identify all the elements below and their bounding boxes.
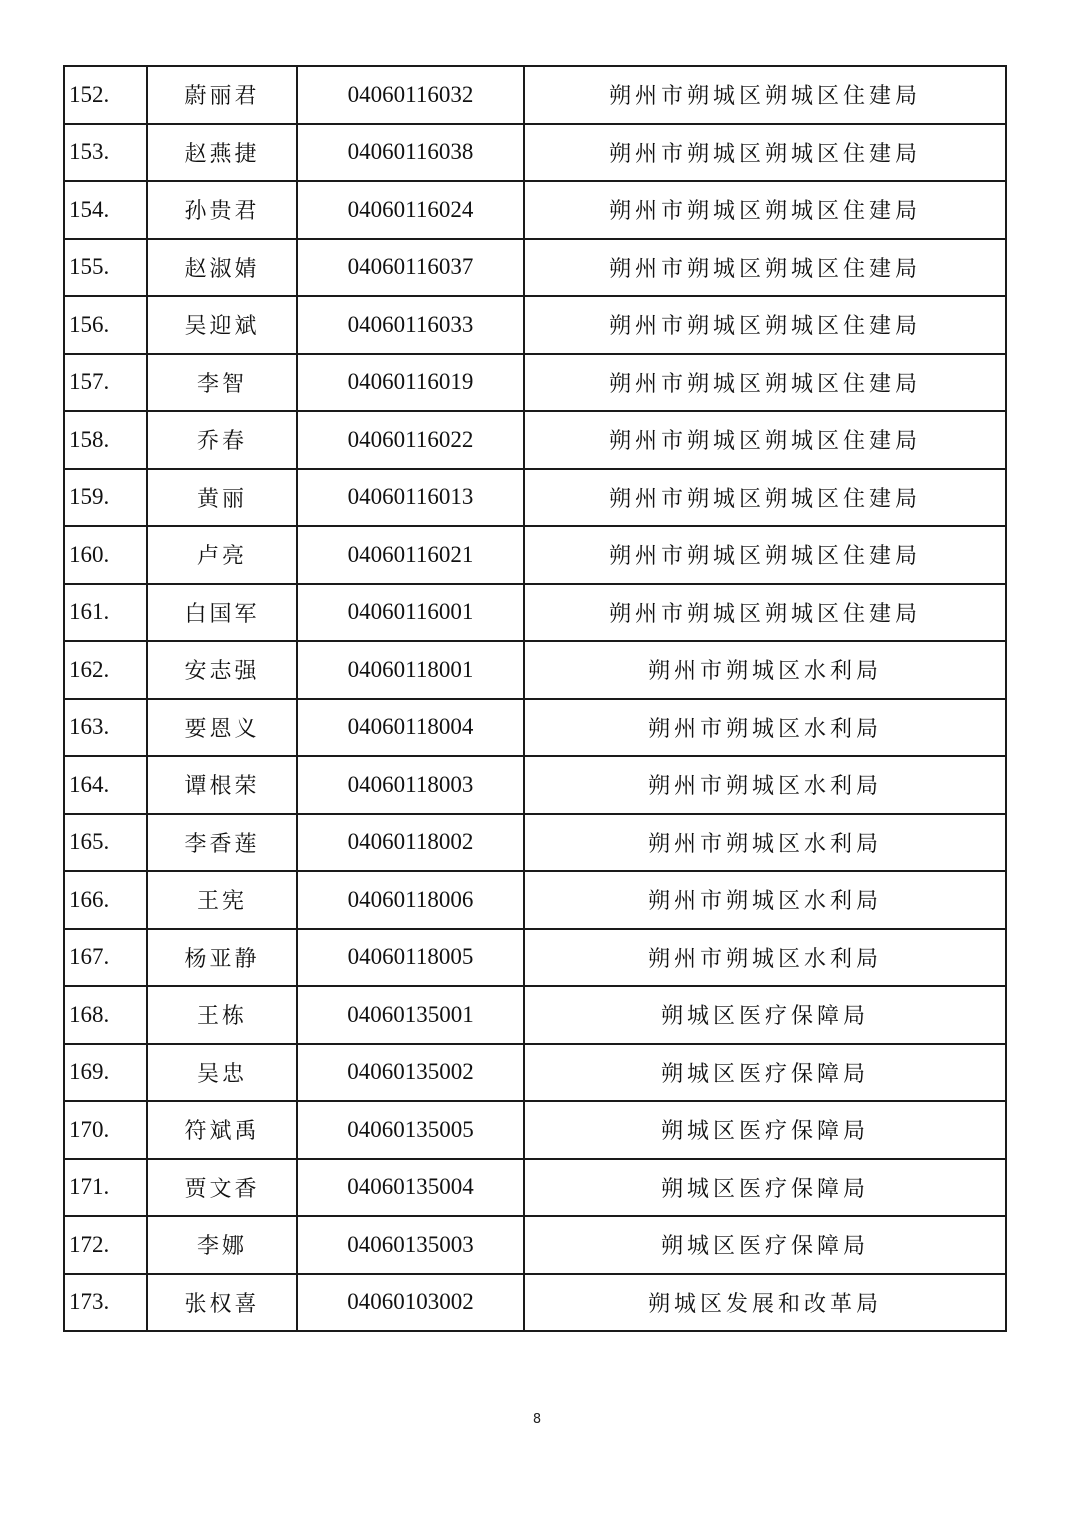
table-row xyxy=(64,814,1006,872)
exam-id-cell: 04060116022 xyxy=(297,411,524,469)
row-number-cell: 155. xyxy=(64,239,147,297)
exam-id-cell: 04060118003 xyxy=(297,756,524,814)
exam-id-cell: 04060118006 xyxy=(297,871,524,929)
table-row xyxy=(64,354,1006,412)
table-row xyxy=(64,1159,1006,1217)
row-number-cell: 153. xyxy=(64,124,147,182)
department-cell: 朔州市朔城区水利局 xyxy=(524,814,1006,872)
table-row xyxy=(64,66,1006,124)
table-row xyxy=(64,1044,1006,1102)
department-cell: 朔州市朔城区朔城区住建局 xyxy=(524,526,1006,584)
name-cell: 吴忠 xyxy=(147,1044,297,1102)
row-number-cell: 171. xyxy=(64,1159,147,1217)
exam-id-cell: 04060116037 xyxy=(297,239,524,297)
name-cell: 卢亮 xyxy=(147,526,297,584)
table-row xyxy=(64,1274,1006,1332)
table-row xyxy=(64,239,1006,297)
row-number-cell: 159. xyxy=(64,469,147,527)
name-cell: 安志强 xyxy=(147,641,297,699)
row-number-cell: 172. xyxy=(64,1216,147,1274)
row-number-cell: 161. xyxy=(64,584,147,642)
name-cell: 王栋 xyxy=(147,986,297,1044)
name-cell: 李娜 xyxy=(147,1216,297,1274)
exam-id-cell: 04060116024 xyxy=(297,181,524,239)
roster-table-body xyxy=(64,66,1006,1331)
row-number-cell: 170. xyxy=(64,1101,147,1159)
row-number-cell: 157. xyxy=(64,354,147,412)
name-cell: 贾文香 xyxy=(147,1159,297,1217)
roster-table xyxy=(63,65,1007,1332)
row-number-cell: 156. xyxy=(64,296,147,354)
name-cell: 王宪 xyxy=(147,871,297,929)
name-cell: 张权喜 xyxy=(147,1274,297,1332)
department-cell: 朔州市朔城区水利局 xyxy=(524,929,1006,987)
name-cell: 杨亚静 xyxy=(147,929,297,987)
department-cell: 朔城区医疗保障局 xyxy=(524,986,1006,1044)
exam-id-cell: 04060116019 xyxy=(297,354,524,412)
exam-id-cell: 04060135004 xyxy=(297,1159,524,1217)
page-number: 8 xyxy=(532,1412,542,1427)
row-number-cell: 164. xyxy=(64,756,147,814)
exam-id-cell: 04060135001 xyxy=(297,986,524,1044)
exam-id-cell: 04060116013 xyxy=(297,469,524,527)
exam-id-cell: 04060116001 xyxy=(297,584,524,642)
exam-id-cell: 04060116032 xyxy=(297,66,524,124)
name-cell: 李香莲 xyxy=(147,814,297,872)
table-row xyxy=(64,756,1006,814)
department-cell: 朔州市朔城区朔城区住建局 xyxy=(524,181,1006,239)
table-row xyxy=(64,411,1006,469)
department-cell: 朔州市朔城区朔城区住建局 xyxy=(524,239,1006,297)
table-row xyxy=(64,986,1006,1044)
department-cell: 朔州市朔城区朔城区住建局 xyxy=(524,124,1006,182)
table-row xyxy=(64,124,1006,182)
department-cell: 朔城区医疗保障局 xyxy=(524,1216,1006,1274)
name-cell: 吴迎斌 xyxy=(147,296,297,354)
exam-id-cell: 04060135003 xyxy=(297,1216,524,1274)
exam-id-cell: 04060118001 xyxy=(297,641,524,699)
table-row xyxy=(64,584,1006,642)
department-cell: 朔城区医疗保障局 xyxy=(524,1159,1006,1217)
row-number-cell: 169. xyxy=(64,1044,147,1102)
name-cell: 孙贵君 xyxy=(147,181,297,239)
exam-id-cell: 04060118005 xyxy=(297,929,524,987)
name-cell: 乔春 xyxy=(147,411,297,469)
exam-id-cell: 04060103002 xyxy=(297,1274,524,1332)
table-row xyxy=(64,526,1006,584)
department-cell: 朔州市朔城区朔城区住建局 xyxy=(524,296,1006,354)
exam-id-cell: 04060118002 xyxy=(297,814,524,872)
row-number-cell: 173. xyxy=(64,1274,147,1332)
name-cell: 赵淑婧 xyxy=(147,239,297,297)
name-cell: 李智 xyxy=(147,354,297,412)
department-cell: 朔城区医疗保障局 xyxy=(524,1101,1006,1159)
department-cell: 朔城区发展和改革局 xyxy=(524,1274,1006,1332)
table-row xyxy=(64,871,1006,929)
exam-id-cell: 04060116021 xyxy=(297,526,524,584)
row-number-cell: 167. xyxy=(64,929,147,987)
department-cell: 朔州市朔城区水利局 xyxy=(524,871,1006,929)
exam-id-cell: 04060118004 xyxy=(297,699,524,757)
row-number-cell: 162. xyxy=(64,641,147,699)
row-number-cell: 168. xyxy=(64,986,147,1044)
exam-id-cell: 04060135002 xyxy=(297,1044,524,1102)
department-cell: 朔州市朔城区水利局 xyxy=(524,756,1006,814)
department-cell: 朔州市朔城区朔城区住建局 xyxy=(524,354,1006,412)
exam-id-cell: 04060116038 xyxy=(297,124,524,182)
table-row xyxy=(64,181,1006,239)
name-cell: 谭根荣 xyxy=(147,756,297,814)
name-cell: 符斌禹 xyxy=(147,1101,297,1159)
exam-id-cell: 04060116033 xyxy=(297,296,524,354)
department-cell: 朔州市朔城区朔城区住建局 xyxy=(524,66,1006,124)
table-row xyxy=(64,699,1006,757)
department-cell: 朔州市朔城区朔城区住建局 xyxy=(524,584,1006,642)
table-row xyxy=(64,1101,1006,1159)
row-number-cell: 163. xyxy=(64,699,147,757)
table-row xyxy=(64,469,1006,527)
table-row xyxy=(64,296,1006,354)
department-cell: 朔州市朔城区朔城区住建局 xyxy=(524,411,1006,469)
name-cell: 白国军 xyxy=(147,584,297,642)
department-cell: 朔州市朔城区水利局 xyxy=(524,699,1006,757)
row-number-cell: 158. xyxy=(64,411,147,469)
row-number-cell: 166. xyxy=(64,871,147,929)
exam-id-cell: 04060135005 xyxy=(297,1101,524,1159)
row-number-cell: 165. xyxy=(64,814,147,872)
department-cell: 朔州市朔城区朔城区住建局 xyxy=(524,469,1006,527)
name-cell: 蔚丽君 xyxy=(147,66,297,124)
table-row xyxy=(64,929,1006,987)
department-cell: 朔城区医疗保障局 xyxy=(524,1044,1006,1102)
department-cell: 朔州市朔城区水利局 xyxy=(524,641,1006,699)
name-cell: 赵燕捷 xyxy=(147,124,297,182)
row-number-cell: 160. xyxy=(64,526,147,584)
row-number-cell: 154. xyxy=(64,181,147,239)
table-row xyxy=(64,641,1006,699)
name-cell: 黄丽 xyxy=(147,469,297,527)
name-cell: 要恩义 xyxy=(147,699,297,757)
row-number-cell: 152. xyxy=(64,66,147,124)
table-row xyxy=(64,1216,1006,1274)
